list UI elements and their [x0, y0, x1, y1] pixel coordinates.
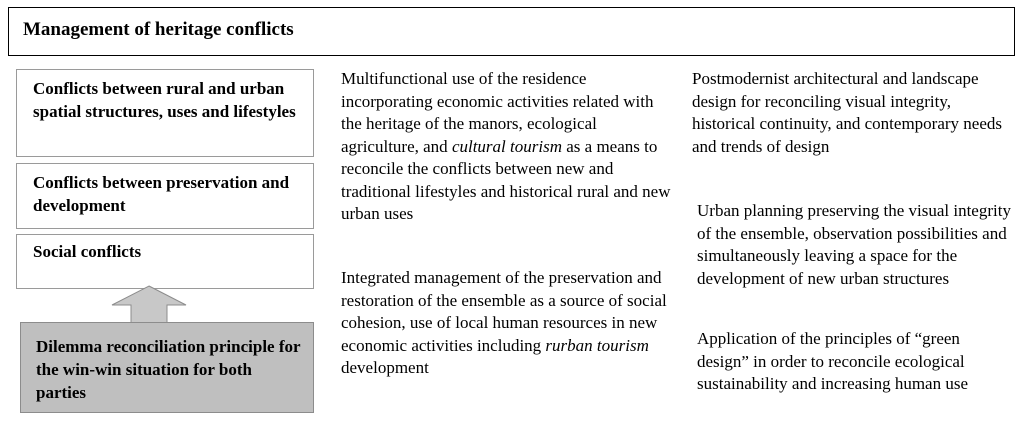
middle-paragraph-1-text: Multifunctional use of the residence incorporating economic activities related with the heritage of the manors, ecological agriculture, and	[341, 69, 654, 156]
middle-paragraph-2-italic: rurban tourism	[545, 335, 649, 355]
middle-paragraph-2-text-end: development	[341, 358, 429, 377]
right-paragraph-2: Urban planning preserving the visual integrity of the ensemble, observation possibilities and simultaneously leaving a space for the development of new urban structures	[697, 201, 1011, 288]
up-arrow-icon	[111, 285, 187, 325]
conflict-rural-urban: Conflicts between rural and urban spatial structures, uses and lifestyles	[16, 69, 314, 157]
right-paragraph-3: Application of the principles of “green design” in order to reconcile ecological sustainability and increasing human use	[697, 329, 968, 393]
middle-paragraph-2	[341, 267, 671, 380]
right-paragraph-1: Postmodernist architectural and landscape design for reconciling visual integrity, historical continuity, and contemporary needs and trends of design	[692, 69, 1003, 156]
middle-paragraph-2-text: Integrated management of the preservation and restoration of the ensemble as a source of social cohesion, use of local human resources in new economic activities including	[341, 268, 667, 355]
conflict-preservation-development: Conflicts between preservation and development	[16, 163, 314, 229]
dilemma-box: Dilemma reconciliation principle for the win-win situation for both parties	[20, 322, 314, 413]
middle-paragraph-1	[341, 68, 671, 226]
middle-paragraph-1-italic: cultural tourism	[451, 136, 562, 156]
middle-paragraph-1-text-end: as a means to reconcile the conflicts between new and traditional lifestyles and historical rural and new urban uses	[341, 136, 671, 223]
diagram-title: Management of heritage conflicts	[23, 19, 294, 40]
title-box	[8, 7, 1015, 56]
conflict-social: Social conflicts	[16, 234, 314, 289]
